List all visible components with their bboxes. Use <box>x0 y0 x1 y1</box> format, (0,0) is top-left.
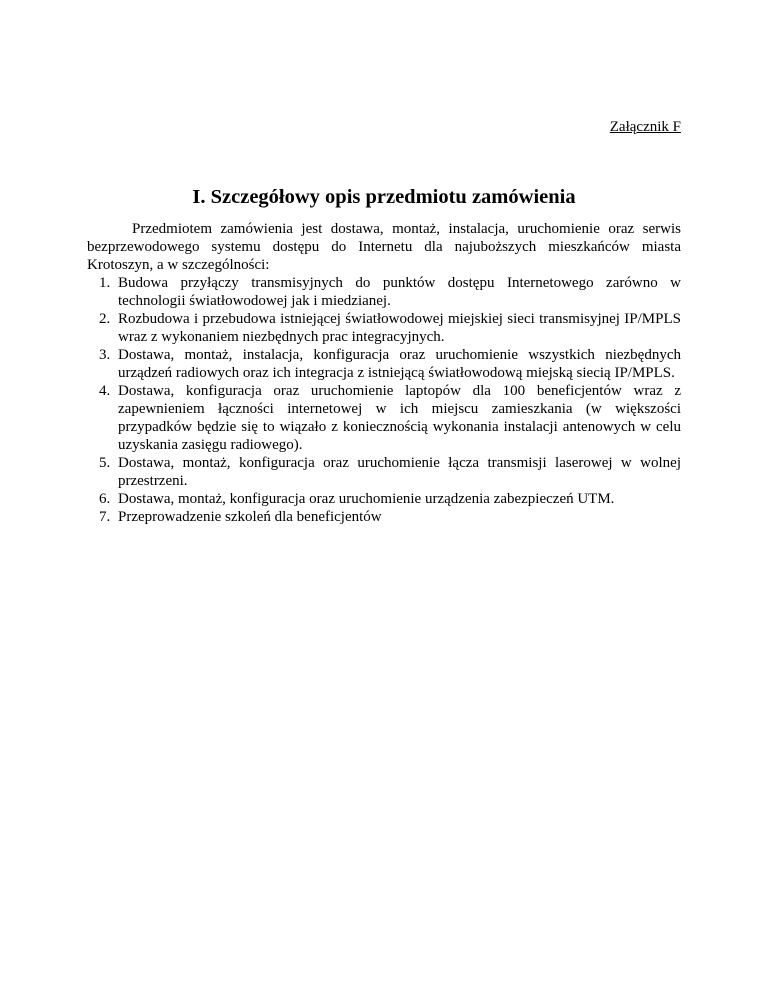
document-title: I. Szczegółowy opis przedmiotu zamówienia <box>192 186 576 208</box>
list-item <box>87 508 681 526</box>
list-item-text: Budowa przyłączy transmisyjnych do punktów dostępu Internetowego zarówno w technologii światłowodowej jak i miedzianej. <box>118 275 681 309</box>
scope-list <box>87 274 681 526</box>
list-item-text: Rozbudowa i przebudowa istniejącej światłowodowej miejskiej sieci transmisyjnej IP/MPLS wraz z wykonaniem niezbędnych prac integracyjnych. <box>118 311 681 345</box>
list-item <box>87 490 681 508</box>
list-item <box>87 454 681 490</box>
document-body <box>87 220 681 526</box>
list-item-text: Dostawa, konfiguracja oraz uruchomienie laptopów dla 100 beneficjentów wraz z zapewnieniem łączności internetowej w ich miejscu zamieszkania (w większości przypadków będzie się to wiązało z koniecznością wykonania instalacji antenowych w celu uzyskania zasięgu radiowego). <box>118 383 681 453</box>
list-item-number: 7. <box>99 509 111 525</box>
list-item-number: 5. <box>99 455 111 471</box>
list-item-number: 6. <box>99 491 111 507</box>
list-item <box>87 310 681 346</box>
list-item-number: 2. <box>99 311 111 327</box>
list-item-text: Przeprowadzenie szkoleń dla beneficjentów <box>118 509 382 525</box>
list-item-text: Dostawa, montaż, instalacja, konfiguracja oraz uruchomienie wszystkich niezbędnych urządzeń radiowych oraz ich integracja z istniejącą światłowodową miejską siecią IP/MPLS. <box>118 347 681 381</box>
list-item-number: 4. <box>99 383 111 399</box>
list-item <box>87 382 681 454</box>
list-item-number: 1. <box>99 275 111 291</box>
list-item <box>87 346 681 382</box>
list-item-text: Dostawa, montaż, konfiguracja oraz uruchomienie urządzenia zabezpieczeń UTM. <box>118 491 615 507</box>
list-item-text: Dostawa, montaż, konfiguracja oraz uruchomienie łącza transmisji laserowej w wolnej przestrzeni. <box>118 455 681 489</box>
list-item <box>87 274 681 310</box>
list-item-number: 3. <box>99 347 111 363</box>
annex-label: Załącznik F <box>609 119 681 135</box>
intro-paragraph: Przedmiotem zamówienia jest dostawa, montaż, instalacja, uruchomienie oraz serwis bezprzewodowego systemu dostępu do Internetu dla najuboższych mieszkańców miasta Krotoszyn, a w szczególności: <box>87 221 681 273</box>
